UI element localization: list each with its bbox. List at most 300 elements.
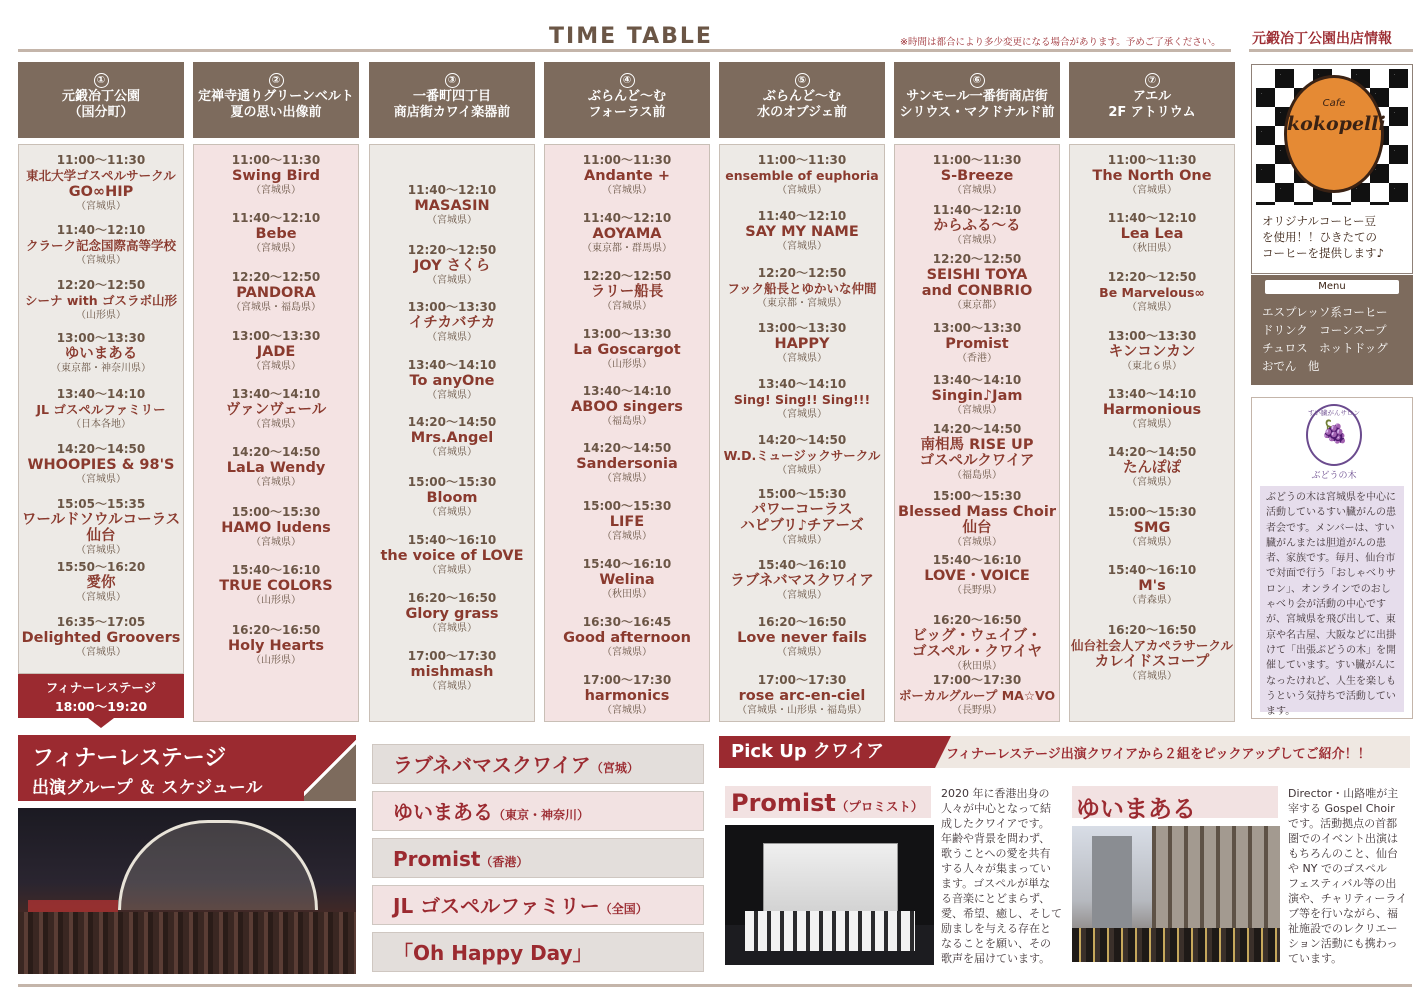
stage-number: ③ (445, 73, 460, 88)
performer-region: （東京都） (952, 300, 1002, 311)
choir-shape (1072, 928, 1280, 962)
slot-time: 16:35～17:05 (56, 615, 146, 629)
performer-region: （宮城県） (1127, 185, 1177, 196)
performance-slot (895, 613, 1059, 673)
stage-column (719, 62, 885, 716)
performance-slot (194, 270, 358, 314)
finale-tag (18, 674, 184, 718)
slot-time: 11:40～12:10 (56, 223, 146, 237)
performance-slot (194, 329, 358, 373)
slot-time: 14:20～14:50 (231, 445, 321, 459)
slot-time: 15:00～15:30 (932, 489, 1022, 503)
performance-slot (720, 433, 884, 477)
performance-slot (1070, 153, 1234, 197)
performer-region: （宮城県） (251, 243, 301, 254)
performer-name: 東北大学ゴスペルサークル (26, 168, 176, 183)
finale-group-row (372, 838, 704, 878)
performer-region: （長野県） (952, 705, 1002, 716)
performer-name: フック船長とゆかいな仲間 (727, 281, 877, 296)
slot-time: 11:00～11:30 (932, 153, 1022, 167)
performance-slot (720, 615, 884, 659)
slot-time: 13:40～14:10 (757, 377, 847, 391)
slot-time: 11:40～12:10 (757, 209, 847, 223)
slot-time: 15:00～15:30 (582, 499, 672, 513)
performer-region: （宮城県） (952, 405, 1002, 416)
finale-group-region: （全国） (599, 902, 648, 916)
performance-slot (194, 445, 358, 489)
performer-region: （福島県） (952, 470, 1002, 481)
slot-time: 15:40～16:10 (1107, 563, 1197, 577)
performer-region: （宮城県） (427, 507, 477, 518)
title-divider (18, 49, 1231, 52)
slot-time: 15:40～16:10 (757, 558, 847, 572)
performer-name: Welina (599, 572, 655, 588)
budou-name: ぶどうの木 (1311, 471, 1357, 481)
slot-time: 14:20～14:50 (407, 415, 497, 429)
stage-schedule (1069, 144, 1235, 722)
performer-name: ヴァンヴェール (225, 402, 327, 418)
performer-name-line2: and CONBRIO (921, 283, 1033, 299)
stage-column (18, 62, 184, 714)
performance-slot (1070, 211, 1234, 255)
slot-time: 12:20～12:50 (757, 266, 847, 280)
performer-name: S-Breeze (940, 168, 1014, 184)
performance-slot (194, 211, 358, 255)
performer-name: the voice of LOVE (380, 548, 524, 564)
pickup-yomi: （プロミスト） (835, 799, 924, 814)
stage-number: ① (94, 73, 109, 88)
yuimaaru-photo (1072, 826, 1280, 962)
performance-slot (895, 203, 1059, 247)
stage-location: 水のオブジェ前 (757, 105, 847, 120)
performance-slot (19, 278, 183, 322)
performer-name: LaLa Wendy (226, 460, 326, 476)
performer-name: Harmonious (1102, 402, 1202, 418)
stage-name: ぶらんど～む (762, 89, 841, 104)
stage-location: 商店街カワイ楽器前 (393, 105, 511, 120)
performer-name: Delighted Groovers (21, 630, 181, 646)
finale-group-row (372, 744, 704, 784)
performer-name: Holy Hearts (227, 638, 325, 654)
choir-shape (745, 911, 915, 951)
performer-region: （宮城県） (1127, 537, 1177, 548)
cafe-logo-name: kokopelli (1287, 113, 1386, 135)
finale-title: フィナーレステージ (32, 746, 227, 771)
stage-location: シリウス・マクドナルド前 (899, 105, 1055, 120)
performer-region: （宮城県） (251, 537, 301, 548)
cafe-description: オリジナルコーヒー豆 を使用！！ひきたての コーヒーを提供します♪ (1262, 214, 1384, 260)
finale-group-name: 「Oh Happy Day」 (393, 941, 593, 965)
pickup-subtitle: フィナーレステージ出演クワイアから２組をピックアップしてご紹介！！ (946, 747, 1371, 762)
finale-group-row (372, 932, 704, 972)
performer-region: （宮城県） (76, 201, 126, 212)
performer-name: パワーコーラス (751, 502, 853, 518)
performance-slot (194, 387, 358, 431)
stage-number: ④ (620, 73, 635, 88)
performance-slot (895, 673, 1059, 717)
cafe-logo (1284, 75, 1384, 193)
slot-time: 16:20～16:50 (757, 615, 847, 629)
slot-time: 11:00～11:30 (1107, 153, 1197, 167)
slot-time: 11:40～12:10 (932, 203, 1022, 217)
stage-number: ② (269, 73, 284, 88)
performer-region: （宮城県） (1127, 419, 1177, 430)
slot-time: 16:20～16:50 (231, 623, 321, 637)
performer-region: （宮城県） (427, 681, 477, 692)
stage-column (1069, 62, 1235, 682)
performer-region: （宮城県） (952, 537, 1002, 548)
stage-header (894, 62, 1060, 138)
finale-photo (18, 808, 356, 974)
performance-slot (1070, 270, 1234, 314)
stage-schedule (894, 144, 1060, 722)
slot-time: 13:40～14:10 (407, 358, 497, 372)
performance-slot (545, 557, 709, 601)
slot-time: 11:00～11:30 (56, 153, 146, 167)
performance-slot (895, 252, 1059, 312)
slot-time: 14:20～14:50 (1107, 445, 1197, 459)
performer-name-line2: カレイドスコープ (1094, 654, 1210, 670)
performance-slot (720, 153, 884, 197)
performance-slot (545, 441, 709, 485)
performer-name: Bebe (255, 226, 297, 242)
performance-slot (19, 223, 183, 267)
performer-name: Singin♪Jam (931, 388, 1023, 404)
performer-region: （宮城県） (1127, 477, 1177, 488)
performer-region: （東京都・神奈川県） (51, 363, 151, 374)
performance-slot (194, 505, 358, 549)
performer-region: （宮城県） (777, 353, 827, 364)
performance-slot (895, 373, 1059, 417)
performer-name: AOYAMA (592, 226, 662, 242)
stage-name: 元鍛冶丁公園 (61, 89, 140, 104)
performer-name-line2: GO∞HIP (68, 184, 134, 200)
performer-region: （山形県） (602, 359, 652, 370)
performance-slot (545, 384, 709, 428)
stage-header (544, 62, 710, 138)
performer-name: たんぽぽ (1123, 460, 1181, 476)
slot-time: 15:05～15:35 (56, 497, 146, 511)
performer-region: （宮城県） (427, 215, 477, 226)
performer-name: Blessed Mass Choir (898, 504, 1056, 520)
performance-slot (1070, 623, 1234, 683)
performer-name: mishmash (410, 664, 494, 680)
slot-time: 17:00～17:30 (407, 649, 497, 663)
finale-group-region: （香港） (480, 855, 529, 869)
performance-slot (720, 558, 884, 602)
finale-tag-label: フィナーレステージ (45, 680, 157, 695)
slot-time: 13:40～14:10 (56, 387, 146, 401)
performer-region: （宮城県） (76, 592, 126, 603)
performer-region: （東北６県） (1122, 361, 1182, 372)
slot-time: 15:40～16:10 (407, 533, 497, 547)
performer-region: （宮城県） (1127, 302, 1177, 313)
performer-name: Good afternoon (563, 630, 691, 646)
finale-group-region: （東京・神奈川） (493, 808, 590, 822)
slot-time: 14:20～14:50 (757, 433, 847, 447)
slot-time: 13:00～13:30 (1107, 329, 1197, 343)
slot-time: 12:20～12:50 (932, 252, 1022, 266)
performer-name: SMG (1133, 520, 1171, 536)
performer-name-line2: ハピブリ♪チアーズ (740, 518, 864, 534)
stage-column (544, 62, 710, 716)
performer-region: （宮城県） (777, 465, 827, 476)
performer-name-line2: ゴスペルクワイア (919, 453, 1035, 469)
performance-slot (720, 377, 884, 421)
slot-time: 13:40～14:10 (231, 387, 321, 401)
performer-region: （長野県） (952, 585, 1002, 596)
pickup-name-text: Promist (731, 789, 836, 817)
performer-region: （青森県） (1127, 595, 1177, 606)
stage-number: ⑤ (795, 73, 810, 88)
slot-time: 16:30～16:45 (582, 615, 672, 629)
finale-header (18, 735, 356, 801)
performer-region: （宮城県） (777, 647, 827, 658)
performer-region: （宮城県） (427, 565, 477, 576)
stage-header (193, 62, 359, 138)
slot-time: 16:20～16:50 (407, 591, 497, 605)
finale-group-name: ラブネバマスクワイア (393, 753, 591, 777)
performer-name-line2: ゴスペル・クワイヤ (911, 644, 1043, 660)
performer-name: Sandersonia (576, 456, 678, 472)
performer-region: （宮城県） (76, 474, 126, 485)
stage-location: フォーラス前 (588, 105, 666, 120)
slot-time: 17:00～17:30 (757, 673, 847, 687)
performance-slot (370, 649, 534, 693)
performer-name: harmonics (584, 688, 670, 704)
performer-name: SAY MY NAME (745, 224, 859, 240)
performance-slot (19, 560, 183, 604)
slot-time: 14:20～14:50 (56, 442, 146, 456)
stage-column (894, 62, 1060, 716)
performer-region: （宮城県） (1127, 671, 1177, 682)
finale-subtitle: 出演グループ ＆ スケジュール (32, 778, 263, 798)
slot-time: 13:00～13:30 (932, 321, 1022, 335)
performance-slot (895, 489, 1059, 549)
performer-name-line2: 仙台 (86, 528, 116, 544)
performance-slot (895, 553, 1059, 597)
slot-time: 14:20～14:50 (932, 422, 1022, 436)
performance-slot (19, 331, 183, 375)
finale-group-name: JL ゴスペルファミリー (393, 894, 600, 918)
finale-group-row (372, 885, 704, 925)
performer-name: からふる～る (933, 218, 1021, 234)
slot-time: 12:20～12:50 (231, 270, 321, 284)
slot-time: 13:00～13:30 (56, 331, 146, 345)
slot-time: 16:20～16:50 (1107, 623, 1197, 637)
performance-slot (545, 615, 709, 659)
stage-header (1069, 62, 1235, 138)
slot-time: 15:00～15:30 (231, 505, 321, 519)
stage-schedule (719, 144, 885, 722)
performance-slot (19, 442, 183, 486)
performer-name: 仙台社会人アカペラサークル (1070, 638, 1233, 653)
slot-time: 11:40～12:10 (231, 211, 321, 225)
stage-column (193, 62, 359, 666)
slot-time: 11:00～11:30 (582, 153, 672, 167)
performer-name: JOY さくら (413, 258, 491, 274)
menu-items: エスプレッソ系コーヒー ドリンク コーンスープ チュロス ホットドッグ おでん 他 (1262, 305, 1388, 373)
budou-description: ぶどうの木は宮城県を中心に活動しているすい臓がんの患者会です。メンバーは、すい臓がんまたは胆道がんの患者、家族です。毎月、仙台市で対面で行う「おしゃべりサロン」、オンラインでのおしゃべり会が活動の中心ですが、宮城県を飛び出して、東京や名古屋、大阪などに出掛けて「出張ぶどうの木」を開催しています。すい臓がんになったけれど、人生を楽しもうという気持ちで活動しています。 (1260, 486, 1404, 712)
performer-region: （宮城県） (777, 535, 827, 546)
slot-time: 12:20～12:50 (407, 243, 497, 257)
finale-group-name: ゆいまある (393, 800, 493, 824)
performer-region: （宮城県） (427, 332, 477, 343)
performer-name: ビッグ・ウェイブ・ (912, 628, 1042, 644)
slot-time: 17:00～17:30 (582, 673, 672, 687)
stage-location: （国分町） (68, 105, 134, 120)
performer-name: ensemble of euphoria (725, 168, 879, 183)
performer-region: （香港） (957, 353, 997, 364)
stage-location: 2F アトリウム (1108, 105, 1196, 120)
performance-slot (370, 475, 534, 519)
performer-name: Love never fails (737, 630, 867, 646)
performer-region: （宮城県） (427, 447, 477, 458)
budou-panel (1251, 397, 1413, 719)
performer-region: （日本各地） (71, 419, 131, 430)
page-title: TIME TABLE (543, 24, 719, 49)
performer-name: PANDORA (236, 285, 316, 301)
performer-region: （山形県） (251, 595, 301, 606)
performance-slot (720, 673, 884, 717)
screen-shape (763, 843, 898, 921)
slot-time: 15:40～16:10 (932, 553, 1022, 567)
slot-time: 12:20～12:50 (582, 269, 672, 283)
performance-slot (370, 415, 534, 459)
finale-group-row (372, 791, 704, 831)
performance-slot (1070, 329, 1234, 373)
performer-name: 愛你 (86, 575, 116, 591)
performer-region: （秋田県） (952, 661, 1002, 672)
performer-region: （山形県） (251, 655, 301, 666)
slot-time: 16:20～16:50 (932, 613, 1022, 627)
slot-time: 15:50～16:20 (56, 560, 146, 574)
performer-region: （宮城県） (251, 419, 301, 430)
pickup-choir-text: 2020 年に香港出身の 人々が中心となって結 成したクワイアです。 年齢や背景を問わず、 歌うことへの愛を共有 する人々が集まってい ます。ゴスペルが単な る音楽にとどまらず、 愛、希望、癒し、そして 励ましを与える存在と なることを願い、その 歌声を届けています。 (941, 787, 1062, 965)
performer-region: （宮城県） (251, 477, 301, 488)
performer-name: ラブネバマスクワイア (730, 573, 874, 589)
slot-time: 15:00～15:30 (1107, 505, 1197, 519)
stage-number: ⑥ (970, 73, 985, 88)
performance-slot (545, 211, 709, 255)
stage-number: ⑦ (1145, 73, 1160, 88)
performer-region: （宮城県） (76, 545, 126, 556)
slot-time: 11:40～12:10 (407, 183, 497, 197)
performance-slot (194, 153, 358, 197)
stage-column (369, 62, 535, 692)
performer-name: ラリー船長 (590, 284, 664, 300)
performer-name: Promist (945, 336, 1009, 352)
cafe-logo-small: Cafe (1322, 98, 1346, 109)
finale-group-name: Promist (393, 847, 481, 871)
performer-region: （山形県） (76, 310, 126, 321)
slot-time: 11:40～12:10 (582, 211, 672, 225)
stage-name: ぶらんど～む (587, 89, 666, 104)
performer-region: （東京都・群馬県） (582, 243, 672, 254)
performer-region: （宮城県） (427, 623, 477, 634)
performer-name: SEISHI TOYA (926, 267, 1028, 283)
performer-region: （宮城県） (251, 185, 301, 196)
pickup-choir-name (731, 789, 923, 817)
performance-slot (720, 266, 884, 310)
performance-slot (1070, 445, 1234, 489)
stage-schedule (18, 144, 184, 674)
performance-slot (194, 563, 358, 607)
performance-slot (19, 615, 183, 659)
performance-slot (720, 321, 884, 365)
stage-name: サンモール一番街商店街 (906, 89, 1048, 104)
performer-region: （宮城県） (777, 185, 827, 196)
stage-schedule (369, 144, 535, 722)
performer-name: Glory grass (405, 606, 499, 622)
performer-name: La Goscargot (573, 342, 681, 358)
stage-name: 一番町四丁目 (412, 89, 491, 104)
stage-schedule (193, 144, 359, 722)
performer-region: （秋田県） (602, 589, 652, 600)
performer-region: （宮城県） (251, 361, 301, 372)
performance-slot (370, 300, 534, 344)
pickup-title: Pick Up クワイア (719, 736, 935, 768)
performer-region: （宮城県） (777, 241, 827, 252)
slot-time: 13:00～13:30 (582, 327, 672, 341)
performer-name: Mrs.Angel (410, 430, 494, 446)
slot-time: 15:00～15:30 (407, 475, 497, 489)
performance-slot (895, 422, 1059, 482)
slot-time: 17:00～17:30 (932, 673, 1022, 687)
performer-region: （宮城県） (952, 235, 1002, 246)
stage-header (369, 62, 535, 138)
performer-name: To anyOne (409, 373, 495, 389)
performer-region: （宮城県） (427, 275, 477, 286)
grape-icon: 🍇 (1321, 420, 1349, 445)
slot-time: 14:20～14:50 (582, 441, 672, 455)
performance-slot (19, 497, 183, 557)
performer-name: HAMO ludens (221, 520, 331, 536)
slot-time: 15:40～16:10 (582, 557, 672, 571)
slot-time: 13:40～14:10 (932, 373, 1022, 387)
performer-name: ABOO singers (571, 399, 683, 415)
slot-time: 12:20～12:50 (1107, 270, 1197, 284)
performer-name: rose arc-en-ciel (738, 688, 866, 704)
performer-name: ボーカルグループ MA☆VO (898, 688, 1056, 703)
slot-time: 11:00～11:30 (231, 153, 321, 167)
performance-slot (19, 387, 183, 431)
performer-name: W.D.ミュージックサークル (723, 448, 881, 463)
performer-name: ワールドソウルコーラス (21, 512, 181, 528)
performance-slot (370, 183, 534, 227)
performer-region: （宮城県・山形県・福島県） (737, 705, 867, 716)
performer-name: M's (1138, 578, 1166, 594)
stage-name: 定禅寺通りグリーンベルト (198, 89, 354, 104)
performance-slot (370, 533, 534, 577)
performer-name: Andante + (584, 168, 670, 184)
stage-location: 夏の思い出像前 (230, 105, 322, 120)
stage-header (18, 62, 184, 138)
slot-time: 13:00～13:30 (231, 329, 321, 343)
stage-header (719, 62, 885, 138)
slot-time: 13:40～14:10 (1107, 387, 1197, 401)
performer-region: （東京都・宮城県） (757, 298, 847, 309)
performer-name: LOVE・VOICE (924, 568, 1030, 584)
performer-name: Lea Lea (1120, 226, 1184, 242)
slot-time: 15:40～16:10 (231, 563, 321, 577)
performance-slot (1070, 563, 1234, 607)
cafe-menu (1251, 275, 1413, 385)
performer-region: （宮城県） (76, 255, 126, 266)
side-title: 元鍛冶丁公園出店情報 (1252, 31, 1392, 47)
slot-time: 15:00～15:30 (757, 487, 847, 501)
finale-tag-time: 18:00～19:20 (54, 699, 148, 714)
